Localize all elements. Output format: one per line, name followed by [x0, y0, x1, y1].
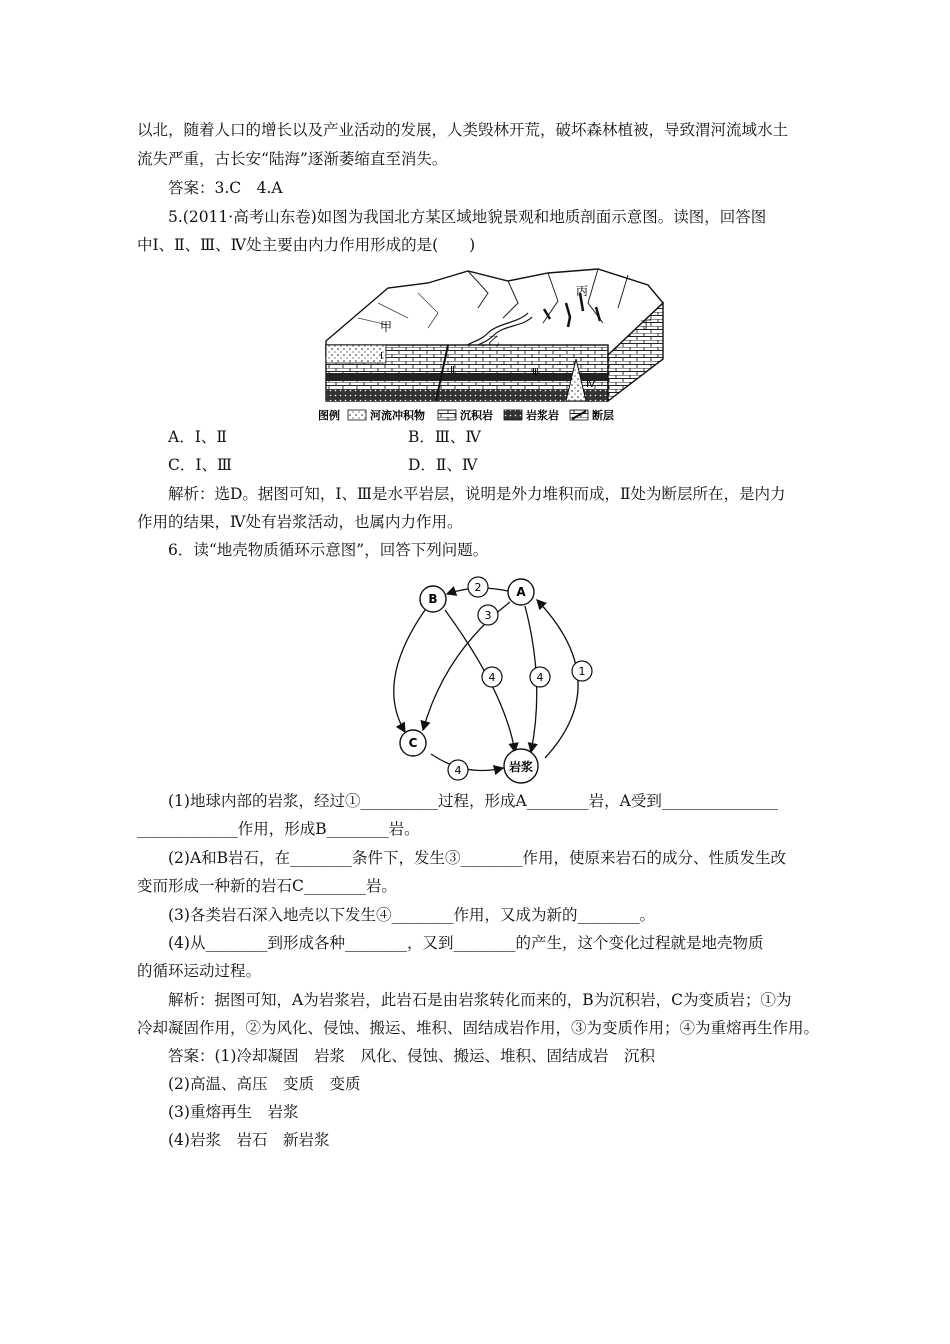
question-5-stem: 5.(2011·高考山东卷)如图为我国北方某区域地貌景观和地质剖面示意图。读图，回答图: [168, 208, 767, 226]
rock-cycle-diagram: [385, 572, 605, 787]
option-c[interactable]: C．Ⅰ、Ⅲ: [168, 456, 232, 474]
node-b: B: [428, 592, 438, 606]
option-b[interactable]: B．Ⅲ、Ⅳ: [408, 428, 481, 446]
legend-title: 图例: [318, 409, 340, 422]
marker-4: 4: [536, 671, 544, 684]
marker-2: 2: [474, 581, 482, 594]
subquestion-3: (3)各类岩石深入地壳以下发生④________作用，又成为新的________。: [168, 906, 655, 924]
option-d[interactable]: D．Ⅱ、Ⅳ: [408, 456, 478, 474]
answer-line: 答案：(1)冷却凝固 岩浆 风化、侵蚀、搬运、堆积、固结成岩 沉积: [168, 1047, 655, 1065]
label-roman-1: Ⅰ: [380, 351, 383, 362]
question-6-stem: 6．读“地壳物质循环示意图”，回答下列问题。: [168, 541, 489, 559]
answer-line: (3)重熔再生 岩浆: [168, 1103, 299, 1121]
label-yi: 乙: [488, 334, 501, 348]
subquestion-1-cont: _____________作用，形成B________岩。: [137, 820, 420, 838]
landform-geology-figure: [318, 263, 670, 425]
label-roman-3: Ⅲ: [532, 367, 539, 378]
subquestion-4: (4)从________到形成各种________，又到________的产生，这个变化过程就是地壳物质: [168, 934, 764, 952]
para-line: 流失严重，古长安“陆海”逐渐萎缩直至消失。: [137, 150, 448, 168]
label-roman-4: Ⅳ: [586, 379, 596, 390]
analysis-line: 解析：据图可知，A为岩浆岩，此岩石是由岩浆转化而来的，B为沉积岩，C为变质岩；①为: [168, 991, 792, 1009]
analysis-line: 作用的结果，Ⅳ处有岩浆活动，也属内力作用。: [137, 513, 463, 531]
option-a[interactable]: A．Ⅰ、Ⅱ: [168, 428, 227, 446]
label-roman-2: Ⅱ: [450, 365, 455, 376]
subquestion-4-cont: 的循环运动过程。: [137, 962, 262, 980]
node-a: A: [516, 585, 526, 599]
answer-line: (2)高温、高压 变质 变质: [168, 1075, 361, 1093]
label-jia: 甲: [380, 320, 393, 334]
marker-1: 1: [578, 665, 586, 678]
analysis-line: 冷却凝固作用，②为风化、侵蚀、搬运、堆积、固结成岩作用，③为变质作用；④为重熔再生作用。: [137, 1019, 820, 1037]
legend-alluvium: 河流冲积物: [370, 409, 425, 422]
legend-sedimentary: 沉积岩: [460, 409, 493, 422]
node-c: C: [408, 736, 418, 750]
analysis-line: 解析：选D。据图可知，Ⅰ、Ⅲ是水平岩层，说明是外力堆积而成，Ⅱ处为断层所在，是内力: [168, 485, 786, 503]
label-ding: 丁: [640, 318, 653, 332]
legend-fault: 断层: [592, 409, 614, 422]
label-bing: 丙: [576, 284, 589, 298]
subquestion-1: (1)地球内部的岩浆，经过①__________过程，形成A________岩，A受到_______________: [168, 792, 779, 810]
marker-3: 3: [484, 609, 492, 622]
answer-line: 答案：3.C 4.A: [168, 179, 283, 197]
answer-line: (4)岩浆 岩石 新岩浆: [168, 1131, 330, 1149]
subquestion-2: (2)A和B岩石，在________条件下，发生③________作用，使原来岩石的成分、性质发生改: [168, 849, 787, 867]
legend-magmatic: 岩浆岩: [526, 409, 559, 422]
subquestion-2-cont: 变而形成一种新的岩石C________岩。: [137, 877, 397, 895]
marker-4: 4: [454, 764, 462, 777]
question-5-stem-cont: 中Ⅰ、Ⅱ、Ⅲ、Ⅳ处主要由内力作用形成的是( ): [137, 236, 476, 254]
node-magma: 岩浆: [508, 760, 534, 774]
marker-4: 4: [488, 671, 496, 684]
para-line: 以北，随着人口的增长以及产业活动的发展，人类毁林开荒，破坏森林植被，导致渭河流域水土: [137, 121, 789, 139]
